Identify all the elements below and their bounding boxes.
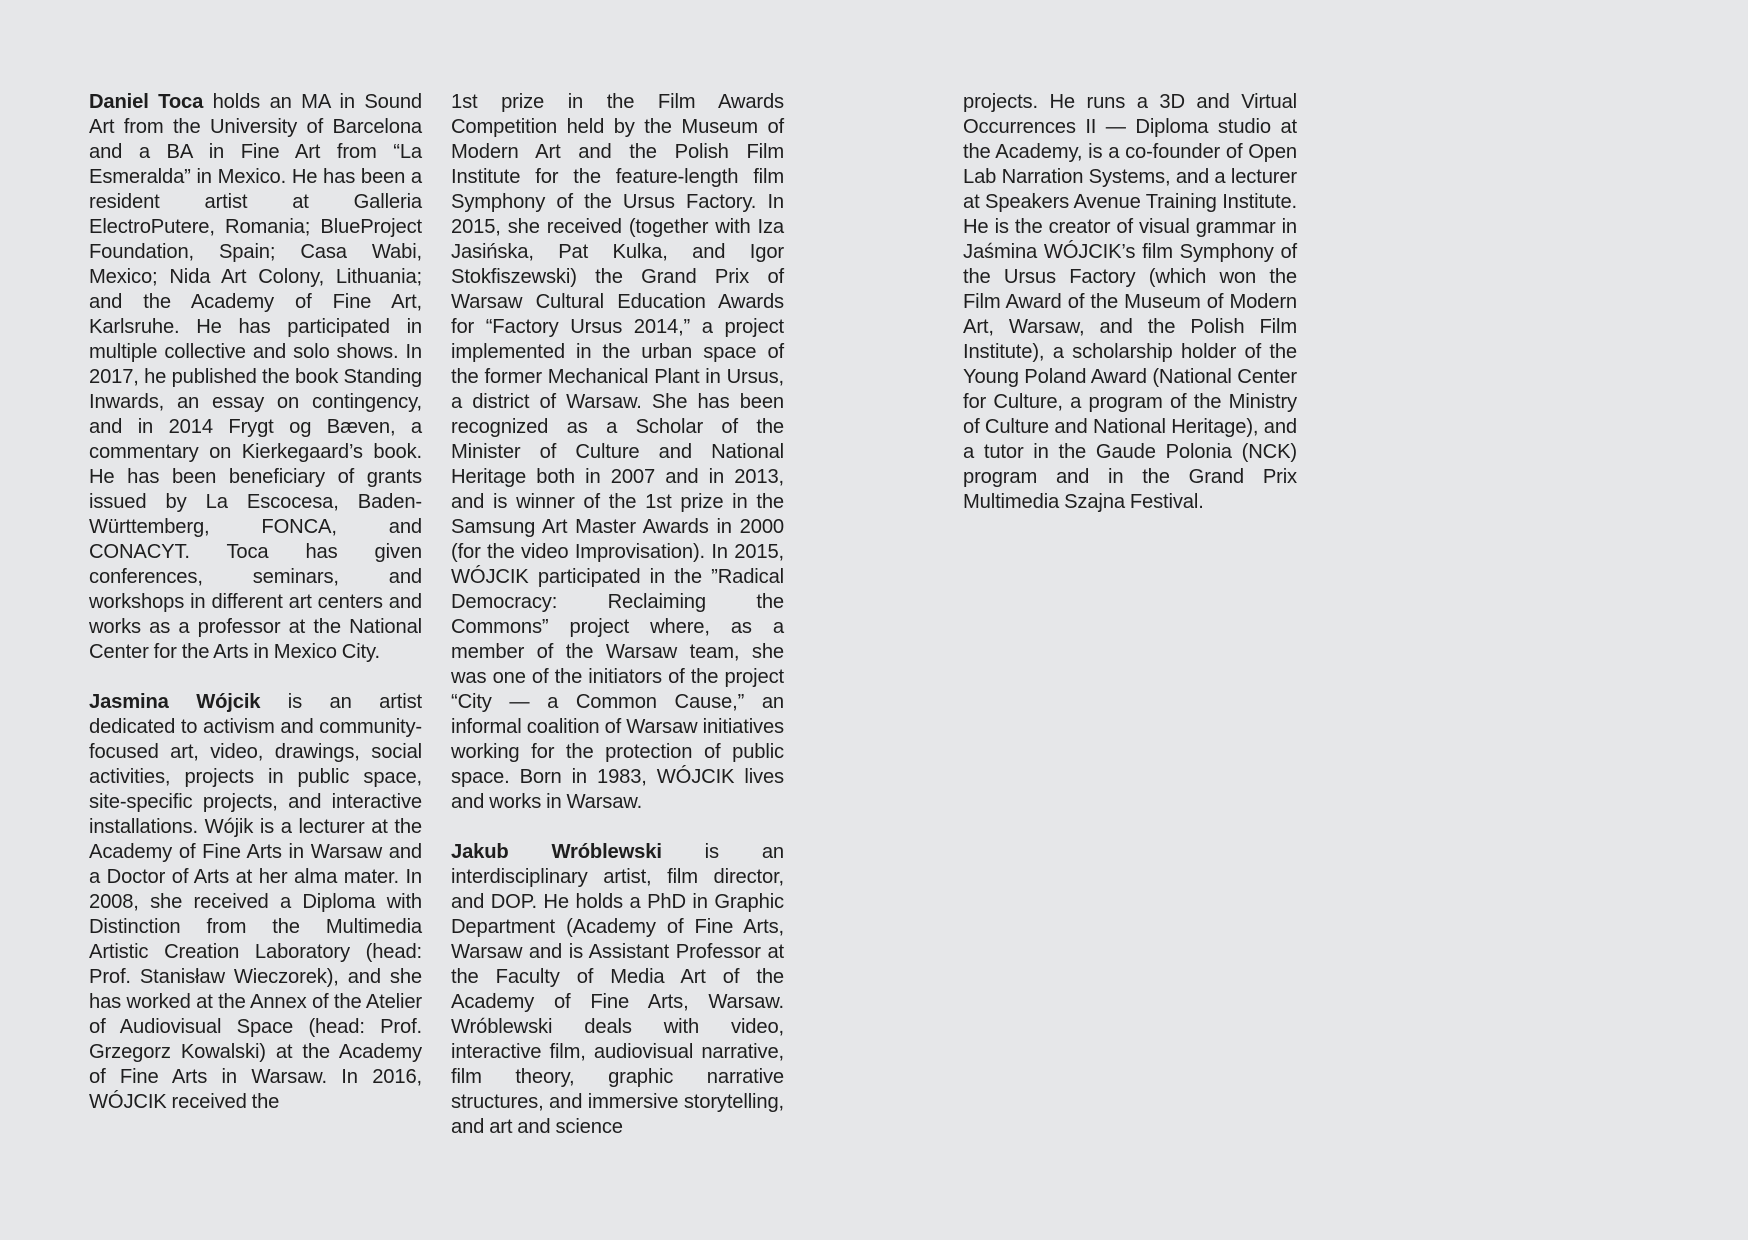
bio-jasmina-wojcik [89, 690, 422, 1115]
bio-jakub-wroblewski-continued [963, 90, 1297, 515]
bio-text: projects. He runs a 3D and Virtual Occurrences II — Diploma studio at the Academy, is a co-founder of Open Lab Narration Systems, and a lecturer at Speakers Avenue Training Institute. He is the creator of visual grammar in Jaśmina WÓJCIK’s film Symphony of the Ursus Factory (which won the Film Award of the Museum of Modern Art, Warsaw, and the Polish Film Institute), a scholarship holder of the Young Poland Award (National Center for Culture, a program of the Ministry of Culture and National Heritage), and a tutor in the Gaude Polonia (NCK) program and in the Grand Prix Multimedia Szajna Festival. [963, 91, 1297, 513]
text-column-right [963, 90, 1297, 515]
bio-text: is an interdisciplinary artist, film director, and DOP. He holds a PhD in Graphic Department (Academy of Fine Arts, Warsaw and is Assistant Professor at the Faculty of Media Art of the Academy of Fine Arts, Warsaw. Wróblewski deals with video, interactive film, audiovisual narrative, film theory, graphic narrative structures, and immersive storytelling, and art and science [451, 841, 784, 1138]
bio-text: 1st prize in the Film Awards Competition held by the Museum of Modern Art and the Polish Film Institute for the feature-length film Symphony of the Ursus Factory. In 2015, she received (together with Iza Jasińska, Pat Kulka, and Igor Stokfiszewski) the Grand Prix of Warsaw Cultural Education Awards for “Factory Ursus 2014,” a project implemented in the urban space of the former Mechanical Plant in Ursus, a district of Warsaw. She has been recognized as a Scholar of the Minister of Culture and National Heritage both in 2007 and in 2013, and is winner of the 1st prize in the Samsung Art Master Awards in 2000 (for the video Improvisation). In 2015, WÓJCIK participated in the ”Radical Democracy: Reclaiming the Commons” project where, as a member of the Warsaw team, she was one of the initiators of the project “City — a Common Cause,” an informal coalition of Warsaw initiatives working for the protection of public space. Born in 1983, WÓJCIK lives and works in Warsaw. [451, 91, 784, 813]
bio-name: Jakub Wróblewski [451, 841, 662, 863]
bio-text: holds an MA in Sound Art from the University of Barcelona and a BA in Fine Art from “La Esmeralda” in Mexico. He has been a resident artist at Galleria ElectroPutere, Romania; BlueProject Foundation, Spain; Casa Wabi, Mexico; Nida Art Colony, Lithuania; and the Academy of Fine Art, Karlsruhe. He has participated in multiple collective and solo shows. In 2017, he published the book Standing Inwards, an essay on contingency, and in 2014 Frygt og Bæven, a commentary on Kierkegaard’s book. He has been beneficiary of grants issued by La Escocesa, Baden-Württemberg, FONCA, and CONACYT. Toca has given conferences, seminars, and workshops in different art centers and works as a professor at the National Center for the Arts in Mexico City. [89, 91, 422, 663]
text-column-middle [451, 90, 784, 1140]
text-column-left [89, 90, 422, 1115]
bio-daniel-toca [89, 90, 422, 665]
bio-text: is an artist dedicated to activism and community-focused art, video, drawings, social activities, projects in public space, site-specific projects, and interactive installations. Wójik is a lecturer at the Academy of Fine Arts in Warsaw and a Doctor of Arts at her alma mater. In 2008, she received a Diploma with Distinction from the Multimedia Artistic Creation Laboratory (head: Prof. Stanisław Wieczorek), and she has worked at the Annex of the Atelier of Audiovisual Space (head: Prof. Grzegorz Kowalski) at the Academy of Fine Arts in Warsaw. In 2016, WÓJCIK received the [89, 691, 422, 1113]
bio-jasmina-wojcik-continued [451, 90, 784, 815]
bio-name: Jasmina Wójcik [89, 691, 261, 713]
bio-name: Daniel Toca [89, 91, 204, 113]
bio-jakub-wroblewski [451, 840, 784, 1140]
